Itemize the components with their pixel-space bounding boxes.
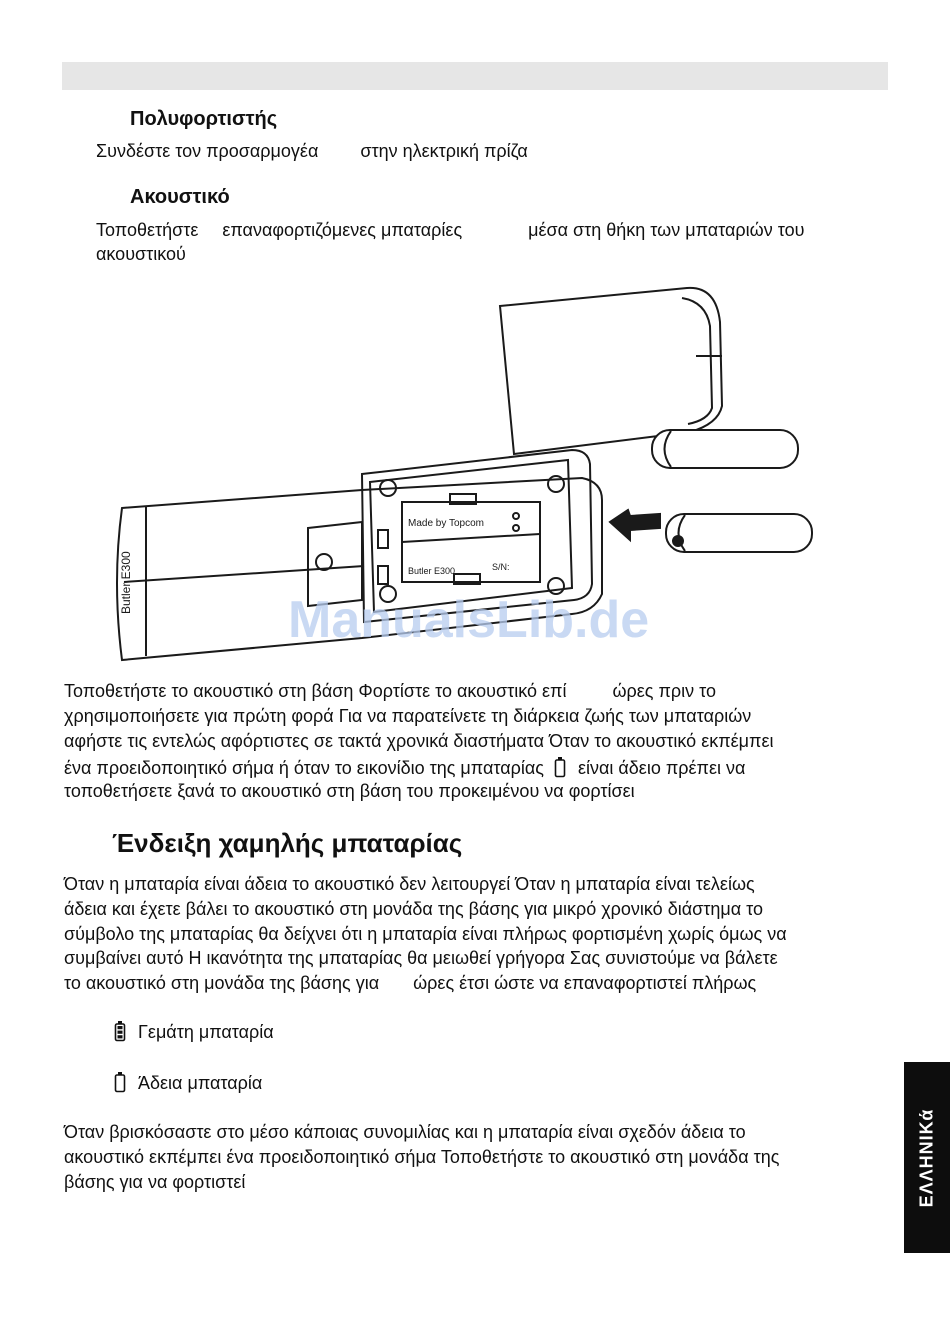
battery-empty-icon [554,756,566,778]
charging-line1-a: Τοποθετήστε το ακουστικό στη βάση Φορτίστε το ακουστικό επί [64,681,567,701]
call-line1: Όταν βρισκόσαστε στο μέσο κάποιας συνομιλίας και η μπαταρία είναι σχεδόν άδεια το [64,1122,746,1142]
low-battery-line1: Όταν η μπαταρία είναι άδεια το ακουστικό δεν λειτουργεί Όταν η μπαταρία είναι τελείως [64,874,755,894]
low-battery-line2: άδεια και έχετε βάλει το ακουστικό στη μονάδα της βάσης για μικρό χρονικό διάστημα το [64,899,763,919]
charging-line4-b: είναι άδειο πρέπει να [577,758,746,778]
header-bar [62,62,888,90]
charger-heading: Πολυφορτιστής [130,108,278,130]
battery-label-model: Butler E300 [408,566,456,576]
low-battery-heading: Ένδειξη χαμηλής μπαταρίας [112,828,463,858]
language-tab [904,1062,950,1253]
low-battery-line3: σύμβολο της μπαταρίας θα δείχνει ότι η μπαταρία είναι πλήρως φορτισμένη χωρίς όμως να [64,924,787,944]
battery-cell-2 [666,514,812,552]
charger-text-a: Συνδέστε τον προσαρμογέα [96,141,319,161]
battery-cell-1 [652,430,798,468]
low-battery-line5 [64,973,756,994]
language-tab-label: ΕΛΛΗΝΙΚά [916,1108,937,1207]
battery-full-icon [114,1020,126,1042]
battery-label-made: Made by Topcom [408,518,484,529]
charging-line1 [64,681,716,702]
handset-text-line1 [96,220,804,241]
charging-line4 [64,756,745,779]
legend-empty-battery [104,1071,262,1094]
insert-arrow [610,510,660,540]
charging-line1-b: ώρες πριν το [612,681,716,701]
handset-text-line2: ακουστικού [96,244,186,264]
handset-text-c: μέσα στη θήκη των μπαταριών του [528,220,805,240]
legend-full-battery [104,1020,274,1043]
charger-text [96,141,528,162]
handset-text-a: Τοποθετήστε [96,220,199,240]
handset-model-label: Butler E300 [119,551,133,614]
handset-heading: Ακουστικό [130,186,230,208]
handset-text-b: επαναφορτιζόμενες μπαταρίες [222,220,463,240]
battery-label-sn: S/N: [492,562,510,572]
legend-empty-label: Άδεια μπαταρία [138,1073,263,1093]
legend-full-label: Γεμάτη μπαταρία [138,1022,274,1042]
low-battery-line5-b: ώρες έτσι ώστε να επαναφορτιστεί πλήρως [413,973,757,993]
low-battery-line4: συμβαίνει αυτό Η ικανότητα της μπαταρίας θα μειωθεί γρήγορα Σας συνιστούμε να βάλετε [64,948,778,968]
battery-empty-icon [114,1071,126,1093]
call-line3: βάσης για να φορτιστεί [64,1172,246,1192]
low-battery-line5-a: το ακουστικό στη μονάδα της βάσης για [64,973,380,993]
charging-line3: αφήστε τις εντελώς αφόρτιστες σε τακτά χρονικά διαστήματα Όταν το ακουστικό εκπέμπει [64,731,774,751]
watermark: ManualsLib.de [288,591,650,649]
charger-text-b: στην ηλεκτρική πρίζα [360,141,528,161]
call-line2: ακουστικό εκπέμπει ένα προειδοποιητικό σήμα Τοποθετήστε το ακουστικό στη μονάδα της [64,1147,780,1167]
charging-line5: τοποθετήσετε ξανά το ακουστικό στη βάση του προκειμένου να φορτίσει [64,781,635,801]
charging-line2: χρησιμοποιήσετε για πρώτη φορά Για να παρατείνετε τη διάρκεια ζωής των μπαταριών [64,706,752,726]
charging-line4-a: ένα προειδοποιητικό σήμα ή όταν το εικονίδιο της μπαταρίας [64,758,544,778]
